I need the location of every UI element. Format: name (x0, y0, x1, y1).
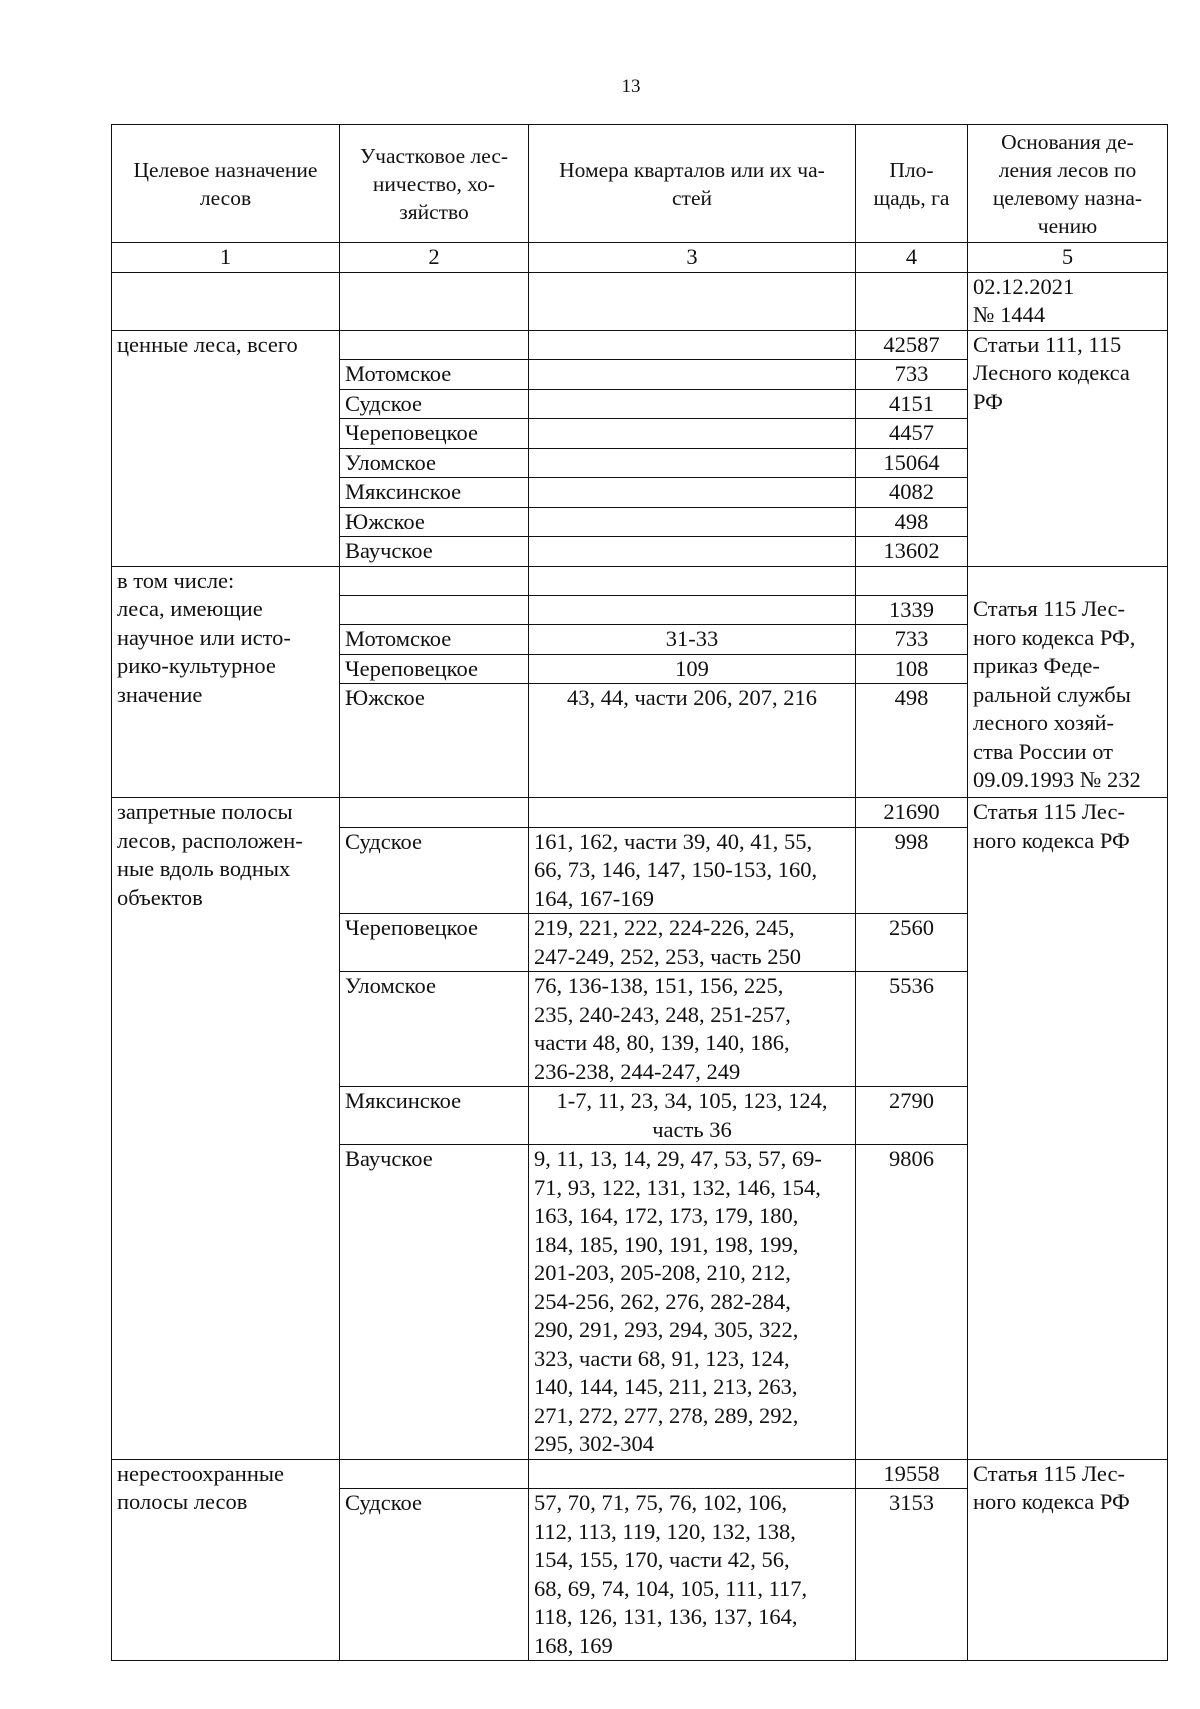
district-name: Судское (340, 827, 529, 914)
quarter-numbers: 31-33 (529, 625, 856, 655)
district-area: 4151 (856, 389, 968, 419)
table-row (112, 566, 1168, 595)
district-name: Ваучское (340, 537, 529, 567)
district-area: 4457 (856, 419, 968, 449)
district-area: 9806 (856, 1145, 968, 1460)
section-basis: Статьи 111, 115 Лесного кодекса РФ (968, 330, 1168, 566)
district-area: 108 (856, 654, 968, 684)
district-name: Ваучское (340, 1145, 529, 1460)
district-area: 733 (856, 625, 968, 655)
header-quarters: Номера кварталов или их ча- стей (529, 125, 856, 243)
district-name: Уломское (340, 448, 529, 478)
district-area: 5536 (856, 972, 968, 1087)
column-number: 3 (529, 243, 856, 273)
table-row (112, 798, 1168, 828)
quarter-numbers: 76, 136-138, 151, 156, 225, 235, 240-243, 248, 251-257, части 48, 80, 139, 140, 186, 236-238, 244-247, 249 (529, 972, 856, 1087)
district-name: Уломское (340, 972, 529, 1087)
district-area: 2790 (856, 1087, 968, 1145)
column-number-row (112, 243, 1168, 273)
district-name: Мотомское (340, 360, 529, 390)
section-total-area: 19558 (856, 1459, 968, 1489)
quarter-numbers: 219, 221, 222, 224-226, 245, 247-249, 252, 253, часть 250 (529, 914, 856, 972)
header-district: Участковое лес- ничество, хо- зяйство (340, 125, 529, 243)
quarter-numbers: 57, 70, 71, 75, 76, 102, 106, 112, 113, 119, 120, 132, 138, 154, 155, 170, части 42, 56, 68, 69, 74, 104, 105, 111, 117, 118, 126, 131, 136, 137, 164, 168, 169 (529, 1489, 856, 1661)
district-name: Череповецкое (340, 419, 529, 449)
table-row (112, 595, 1168, 625)
section-basis: Статья 115 Лес- ного кодекса РФ (968, 798, 1168, 1460)
column-number: 5 (968, 243, 1168, 273)
section-total-area: 1339 (856, 595, 968, 625)
district-name: Мяксинское (340, 478, 529, 508)
page-number: 13 (621, 76, 641, 97)
section-label-valuable: ценные леса, всего (112, 330, 340, 566)
table-row (112, 272, 1168, 330)
district-area: 4082 (856, 478, 968, 508)
district-area: 498 (856, 684, 968, 798)
district-area: 13602 (856, 537, 968, 567)
quarter-numbers: 43, 44, части 206, 207, 216 (529, 684, 856, 798)
column-number: 4 (856, 243, 968, 273)
district-name: Южское (340, 684, 529, 798)
district-name: Череповецкое (340, 654, 529, 684)
section-label-scientific: леса, имеющие научное или исто- рико-культурное значение (112, 595, 340, 798)
column-number: 2 (340, 243, 529, 273)
district-area: 15064 (856, 448, 968, 478)
table-row (112, 1459, 1168, 1489)
district-name: Череповецкое (340, 914, 529, 972)
section-label-water: запретные полосы лесов, расположен- ные вдоль водных объектов (112, 798, 340, 1460)
section-basis: Статья 115 Лес- ного кодекса РФ (968, 1459, 1168, 1661)
section-label-spawning: нерестоохранные полосы лесов (112, 1459, 340, 1661)
forest-purpose-table (111, 124, 1168, 1661)
district-name: Судское (340, 1489, 529, 1661)
quarter-numbers: 1-7, 11, 23, 34, 105, 123, 124, часть 36 (529, 1087, 856, 1145)
quarter-numbers: 161, 162, части 39, 40, 41, 55, 66, 73, 146, 147, 150-153, 160, 164, 167-169 (529, 827, 856, 914)
district-area: 498 (856, 507, 968, 537)
district-name: Южское (340, 507, 529, 537)
quarter-numbers: 109 (529, 654, 856, 684)
header-purpose: Целевое назначение лесов (112, 125, 340, 243)
header-area: Пло- щадь, га (856, 125, 968, 243)
district-name: Мотомское (340, 625, 529, 655)
quarter-numbers: 9, 11, 13, 14, 29, 47, 53, 57, 69- 71, 93, 122, 131, 132, 146, 154, 163, 164, 172, 173, 179, 180, 184, 185, 190, 191, 198, 199, 201-203, 205-208, 210, 212, 254-256, 262, 276, 282-284, 290, 291, 293, 294, 305, 322, 323, части 68, 91, 123, 124, 140, 144, 145, 211, 213, 263, 271, 272, 277, 278, 289, 292, 295, 302-304 (529, 1145, 856, 1460)
carry-over-basis: 02.12.2021 № 1444 (968, 272, 1168, 330)
including-label: в том числе: (112, 566, 340, 595)
district-area: 3153 (856, 1489, 968, 1661)
section-total-area: 21690 (856, 798, 968, 828)
section-basis: Статья 115 Лес- ного кодекса РФ, приказ Феде- ральной службы лесного хозяй- ства России от 09.09.1993 № 232 (968, 595, 1168, 798)
district-area: 733 (856, 360, 968, 390)
district-name: Судское (340, 389, 529, 419)
column-number: 1 (112, 243, 340, 273)
section-total-area: 42587 (856, 330, 968, 360)
header-basis: Основания де- ления лесов по целевому назна- чению (968, 125, 1168, 243)
district-name: Мяксинское (340, 1087, 529, 1145)
district-area: 2560 (856, 914, 968, 972)
district-area: 998 (856, 827, 968, 914)
table-row (112, 330, 1168, 360)
table-header-row (112, 125, 1168, 243)
